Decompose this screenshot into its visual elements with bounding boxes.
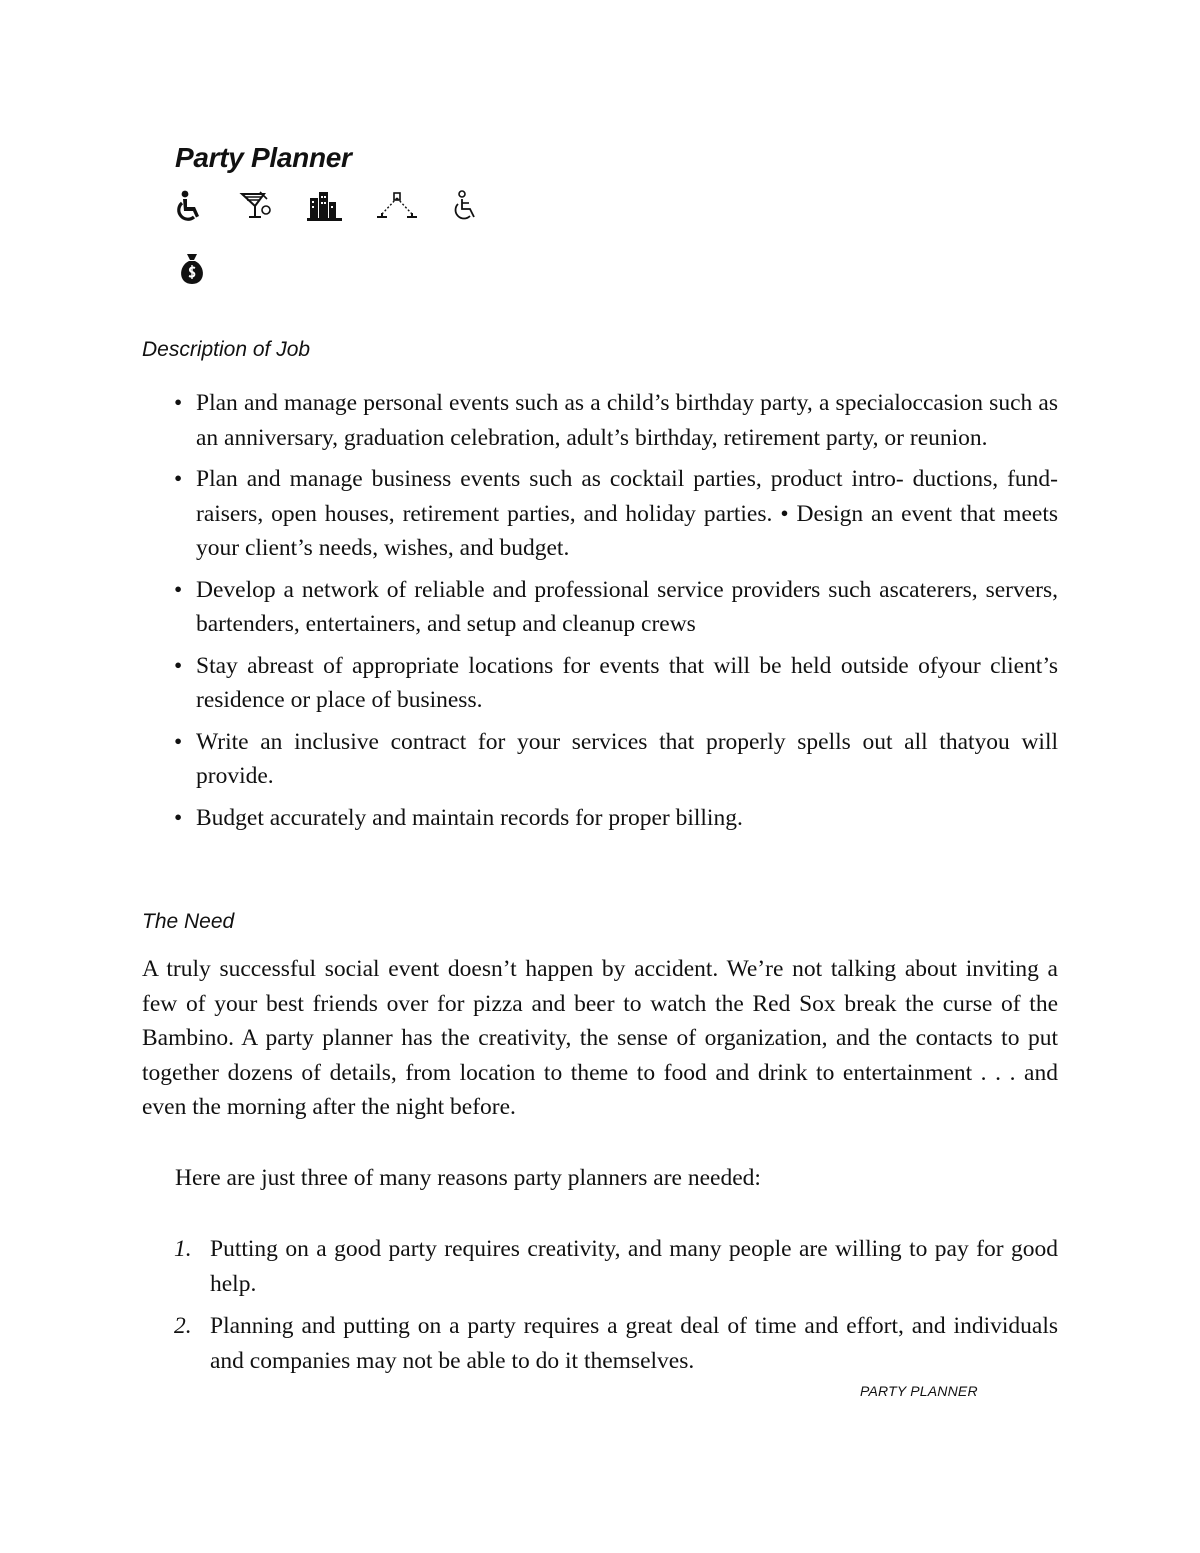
page-title: Party Planner [175, 142, 352, 173]
list-item: • Develop a network of reliable and professional service providers such ascaterers, servers, bartenders, entertainers, and setup and cleanup crews [172, 573, 1058, 642]
job-description-list [172, 386, 1058, 842]
bullet-mark: • [174, 652, 183, 679]
page-footer: PARTY PLANNER [860, 1383, 978, 1399]
icon-row [172, 188, 502, 288]
list-item: • Plan and manage business events such as cocktail parties, product intro- ductions, fund-raisers, open houses, retirement parties, and holiday parties. • Design an event that meets your client’s needs, wishes, and budget. [172, 462, 1058, 566]
bullet-mark: • [174, 804, 183, 831]
need-paragraph: A truly successful social event doesn’t happen by accident. We’re not talking about inviting a few of your best friends over for pizza and beer to watch the Red Sox break the curse of the Bambino. A party planner has the creativity, the sense of organization, and the contacts to put together dozens of details, from location to theme to food and drink to entertainment . . . and even the morning after the night before. [142, 956, 1058, 1120]
list-item: • Write an inclusive contract for your services that properly spells out all thatyou will provide. [172, 725, 1058, 794]
list-item: • Plan and manage personal events such as a child’s birthday party, a specialoccasion such as an anniversary, graduation celebration, adult’s birthday, retirement party, or reunion. [172, 386, 1058, 455]
list-item: • Budget accurately and maintain records for proper billing. [172, 801, 1058, 836]
bullet-mark: • [174, 466, 183, 492]
section-heading-need: The Need [142, 910, 235, 933]
bullet-mark: • [174, 576, 183, 603]
network-icon [372, 190, 422, 222]
item-number: 2. [174, 1313, 192, 1339]
section-heading-description: Description of Job [142, 338, 311, 361]
item-number: 1. [174, 1236, 192, 1262]
reasons-intro: Here are just three of many reasons party planners are needed: [175, 1165, 761, 1191]
list-item: • Stay abreast of appropriate locations for events that will be held outside ofyour client’s residence or place of business. [172, 649, 1058, 718]
buildings-icon [306, 190, 344, 222]
bullet-mark: • [174, 728, 183, 755]
reasons-list [172, 1232, 1058, 1386]
list-item: 2. Planning and putting on a party requires a great deal of time and effort, and individuals and companies may not be able to do it themselves. [172, 1309, 1058, 1378]
wheelchair-outline-icon [450, 190, 480, 222]
bullet-mark: • [174, 390, 183, 416]
list-item: 1. Putting on a good party requires creativity, and many people are willing to pay for good help. [172, 1232, 1058, 1301]
wheelchair-solid-icon [174, 190, 204, 222]
money-bag-icon [176, 252, 208, 286]
cocktail-icon [238, 190, 272, 222]
